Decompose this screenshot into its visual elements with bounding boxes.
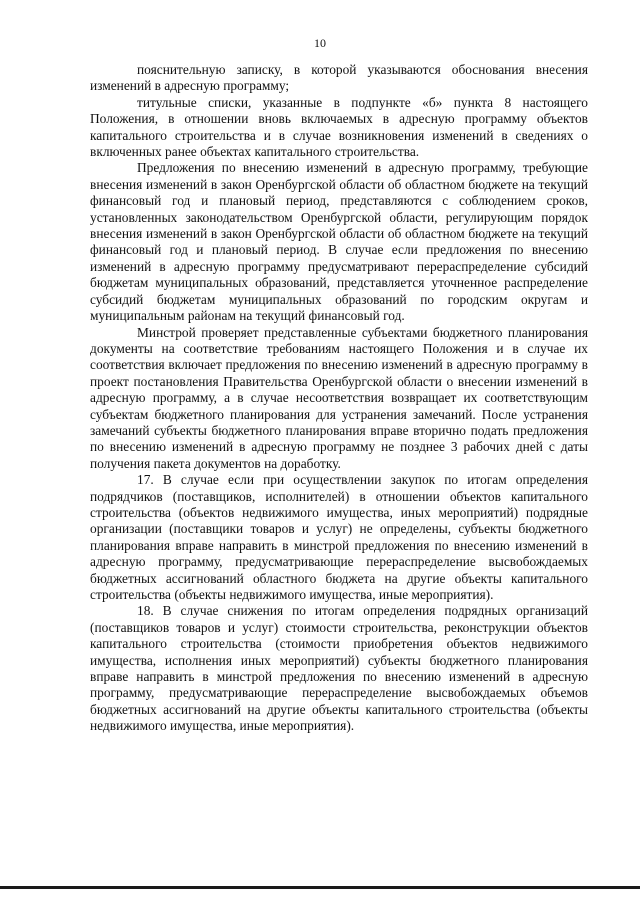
paragraph-clause-18: 18. В случае снижения по итогам определения подрядных организаций (поставщиков товаров и услуг) стоимости строительства, реконструкции объектов капитального строительства (стоимости приобретения объектов недвижимого имущества, исполнения иных мероприятий) субъекты бюджетного планирования вправе направить в минстрой предложения по внесению изменений в адресную программу, предусматривающие перераспределение высвобождаемых объемов бюджетных ассигнований на другие объекты капитального строительства (объекты недвижимого имущества, иные мероприятия). bbox=[90, 603, 588, 734]
paragraph-explanatory-note: пояснительную записку, в которой указываются обоснования внесения изменений в адресную программу; bbox=[90, 62, 588, 94]
bottom-rule bbox=[0, 886, 640, 889]
paragraph-title-lists: титульные списки, указанные в подпункте «б» пункта 8 настоящего Положения, в отношении вновь включаемых в адресную программу объектов капитального строительства и в случае возникновения изменений в сведениях о включенных ранее объектах капитального строительства. bbox=[90, 94, 588, 160]
paragraph-minstroy-review: Минстрой проверяет представленные субъектами бюджетного планирования документы на соответствие требованиям настоящего Положения и в случае их соответствия включает предложения по внесению изменений в адресную программу в проект постановления Правительства Оренбургской области о внесении изменений в адресную программу, а в случае несоответствия возвращает их соответствующим субъектам бюджетного планирования для устранения замечаний. После устранения замечаний субъекты бюджетного планирования вправе вторично подать предложения по внесению изменений в адресную программу не позднее 3 рабочих дней с даты получения пакета документов на доработку. bbox=[90, 324, 588, 471]
paragraph-clause-17: 17. В случае если при осуществлении закупок по итогам определения подрядчиков (поставщиков, исполнителей) в отношении объектов капитального строительства (объектов недвижимого имущества, иных мероприятий) подрядные организации (поставщики товаров и услуг) не определены, субъекты бюджетного планирования вправе направить в минстрой предложения по внесению изменений в адресную программу, предусматривающие перераспределение высвобождаемых бюджетных ассигнований областного бюджета на другие объекты капитального строительства (объекты недвижимого имущества, иные мероприятия). bbox=[90, 472, 588, 602]
paragraph-budget-law-proposals: Предложения по внесению изменений в адресную программу, требующие внесения изменений в закон Оренбургской области об областном бюджете на текущий финансовый год и плановый период, представляются с соблюдением сроков, установленных законодательством Оренбургской области, регулирующим порядок внесения изменений в закон Оренбургской области об областном бюджете на текущий финансовый год и плановый период. В случае если предложения по внесению изменений в адресную программу предусматривают перераспределение субсидий бюджетам муниципальных образований, представляется уточненное распределение субсидий бюджетам муниципальных образований по городским округам и муниципальным районам на текущий финансовый год. bbox=[90, 160, 588, 324]
document-body bbox=[90, 62, 588, 735]
page-number: 10 bbox=[314, 36, 326, 50]
